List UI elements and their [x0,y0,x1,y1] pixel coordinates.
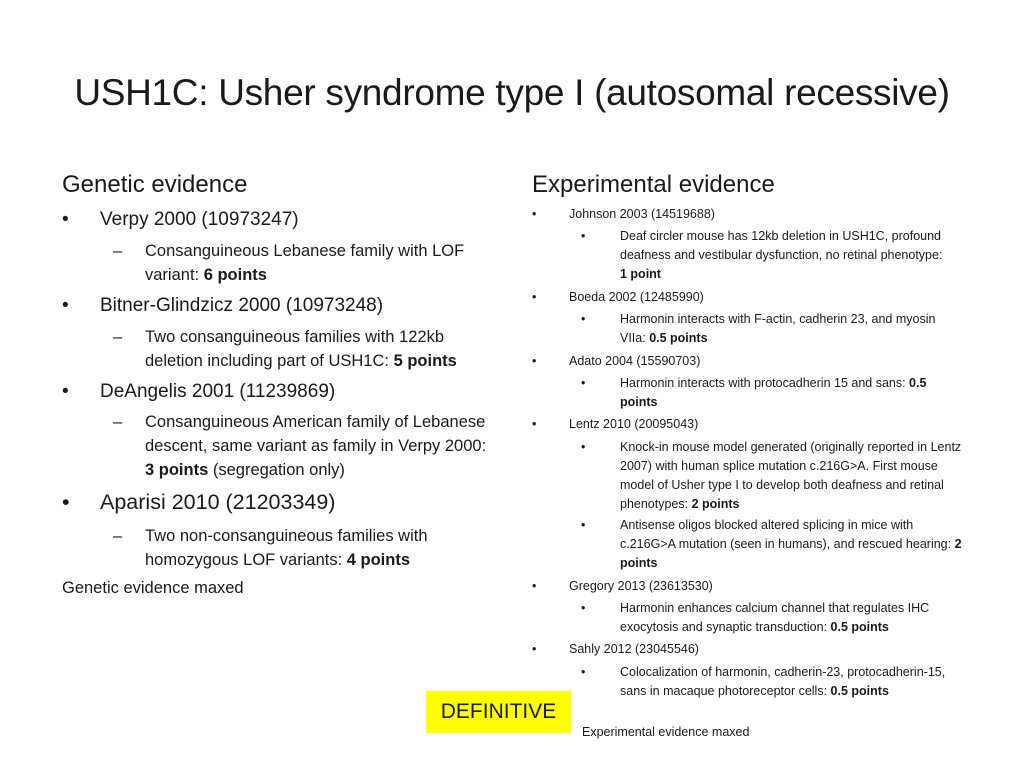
genetic-evidence-heading: Genetic evidence [62,171,248,198]
points-value: 0.5 points [830,684,889,698]
points-value: 5 points [393,352,457,370]
genetic-item-deangelis [62,380,500,404]
bullet-icon: • [62,490,70,514]
experimental-item-detail: • Antisense oligos blocked altered splicing in mice with c.216G>A mutation (seen in humans), and rescued hearing: 2 points [581,518,962,570]
bullet-icon: • [532,207,537,221]
genetic-item-aparisi [62,490,500,514]
experimental-item-detail: • Colocalization of harmonin, cadherin-23, protocadherin-15, sans in macaque photoreceptor cells: 0.5 points [581,665,946,698]
points-value: 2 points [620,537,962,570]
experimental-item-detail: • Knock-in mouse model generated (originally reported in Lentz 2007) with human splice mutation c.216G>A. First mouse model of Usher type I to develop both deafness and retinal phenotypes: 2 points [581,440,962,511]
bullet-icon: • [62,209,69,230]
points-value: 2 points [691,497,740,511]
bullet-icon: • [581,312,586,326]
genetic-item-detail: – Consanguineous American family of Lebanese descent, same variant as family in Verpy 2000: 3 points (segregation only) [145,410,495,482]
bullet-icon: • [62,295,69,316]
bullet-icon: • [532,290,537,304]
experimental-item-label: Adato 2004 (15590703) [569,354,701,368]
experimental-item-boeda [532,288,704,307]
genetic-item-detail: – Consanguineous Lebanese family with LOF variant: 6 points [145,239,495,287]
experimental-item-label: Lentz 2010 (20095043) [569,417,699,431]
points-value: 3 points [145,461,209,479]
bullet-icon: • [581,665,586,679]
points-value: 0.5 points [830,620,889,634]
bullet-icon: • [581,440,586,454]
genetic-item-label: Verpy 2000 (10973247) [100,209,299,230]
points-value: 6 points [203,266,267,284]
genetic-item-label: Aparisi 2010 (21203349) [100,490,336,514]
bullet-icon: • [532,417,537,431]
experimental-evidence-heading: Experimental evidence [532,171,775,198]
experimental-item-adato [532,352,701,371]
genetic-item-detail: – Two consanguineous families with 122kb deletion including part of USH1C: 5 points [145,325,495,373]
experimental-item-detail: • Harmonin interacts with F-actin, cadherin 23, and myosin VIIa: 0.5 points [581,312,936,345]
genetic-item-bitner-glindzicz [62,294,500,318]
experimental-item-lentz [532,415,699,434]
dash-icon: – [113,413,123,431]
experimental-evidence-footer: Experimental evidence maxed [582,725,750,739]
bullet-icon: • [532,642,537,656]
points-value: 0.5 points [620,376,927,409]
experimental-item-label: Gregory 2013 (23613530) [569,579,713,593]
points-value: 4 points [346,551,411,569]
experimental-item-label: Johnson 2003 (14519688) [569,207,715,221]
points-value: 1 point [620,267,661,281]
experimental-item-johnson [532,205,715,224]
experimental-item-sahly [532,640,699,659]
experimental-item-detail: • Deaf circler mouse has 12kb deletion in USH1C, profound deafness and vestibular dysfunction, no retinal phenotype: 1 point [581,229,943,281]
experimental-item-detail: • Harmonin interacts with protocadherin 15 and sans: 0.5 points [581,376,927,409]
dash-icon: – [113,242,123,260]
genetic-item-verpy [62,208,500,232]
experimental-item-gregory [532,577,713,596]
genetic-item-detail: – Two non-consanguineous families with homozygous LOF variants: 4 points [145,524,485,572]
experimental-item-detail: • Harmonin enhances calcium channel that regulates IHC exocytosis and synaptic transduction: 0.5 points [581,601,930,634]
experimental-item-label: Sahly 2012 (23045546) [569,642,699,656]
genetic-item-label: DeAngelis 2001 (11239869) [100,381,336,402]
bullet-icon: • [62,381,69,402]
bullet-icon: • [532,354,537,368]
classification-badge: DEFINITIVE [426,691,571,733]
slide-title: USH1C: Usher syndrome type I (autosomal recessive) [74,72,950,113]
dash-icon: – [113,527,123,545]
genetic-evidence-footer: Genetic evidence maxed [62,579,244,597]
bullet-icon: • [581,601,586,615]
bullet-icon: • [581,376,586,390]
genetic-item-label: Bitner-Glindzicz 2000 (10973248) [100,295,384,316]
bullet-icon: • [532,579,537,593]
bullet-icon: • [581,229,586,243]
experimental-item-label: Boeda 2002 (12485990) [569,290,704,304]
dash-icon: – [113,328,123,346]
bullet-icon: • [581,518,586,532]
points-value: 0.5 points [649,331,708,345]
